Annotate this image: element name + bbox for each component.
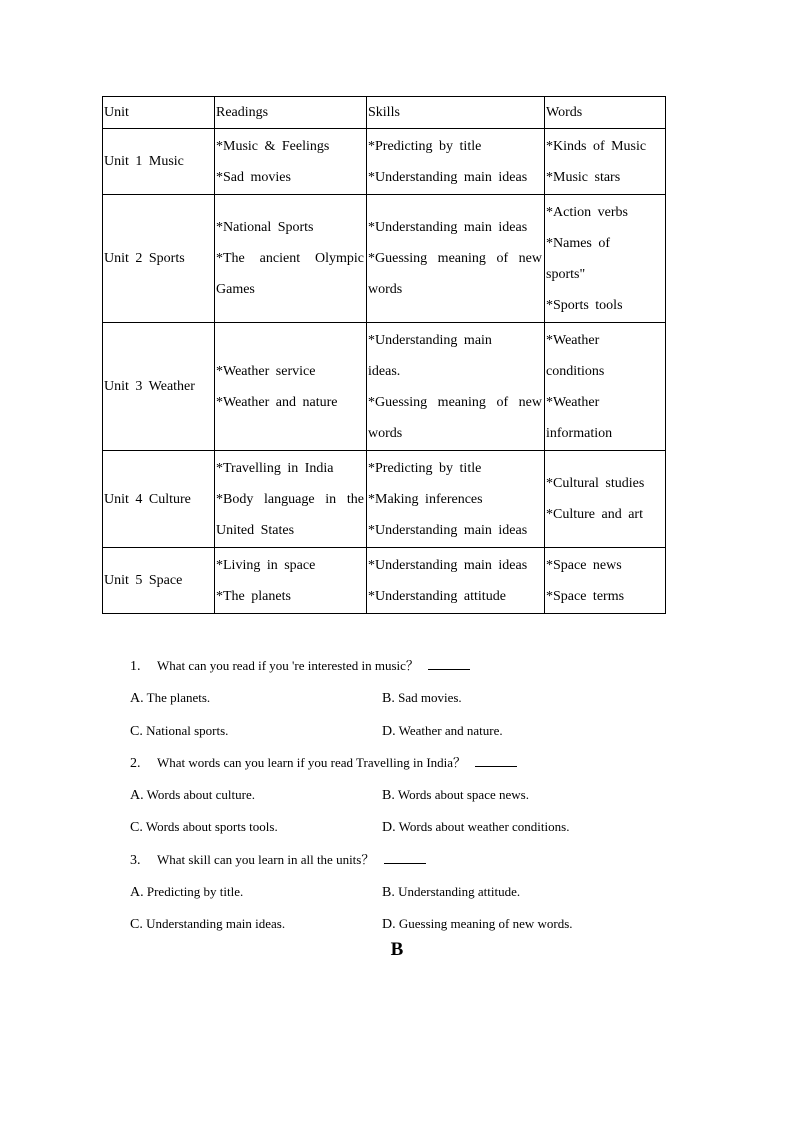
word-item: *Music stars [546, 169, 621, 185]
unit-cell [103, 451, 215, 548]
option-a[interactable] [130, 682, 382, 714]
reading-item: United States [216, 522, 295, 538]
option-letter: B. [382, 691, 395, 707]
option-a[interactable] [130, 779, 382, 811]
skill-item: *Understanding main ideas [368, 169, 528, 185]
unit-cell [103, 323, 215, 451]
question-2 [130, 747, 650, 779]
option-text: Words about sports tools. [145, 819, 278, 835]
word-item: *Culture and art [546, 507, 643, 522]
option-b[interactable] [382, 779, 634, 811]
readings-cell [215, 129, 367, 195]
skill-item: words [368, 425, 403, 441]
answer-blank[interactable] [384, 849, 426, 864]
word-item: conditions [546, 363, 605, 379]
question-1 [130, 650, 650, 682]
table-row [103, 548, 666, 614]
options-row [130, 715, 650, 747]
word-item: *Space terms [546, 588, 625, 604]
option-letter: D. [382, 917, 396, 933]
option-text: Words about space news. [397, 787, 529, 803]
word-item: *Names of [546, 235, 611, 251]
option-d[interactable] [382, 811, 634, 843]
words-cell [545, 451, 666, 548]
word-item: sports" [546, 266, 586, 282]
answer-blank[interactable] [475, 752, 517, 767]
option-text: Understanding main ideas. [146, 916, 286, 932]
word-item: *Weather [546, 332, 600, 348]
question-text: What can you read if you 're interested in music？ [157, 658, 419, 673]
option-text: Understanding attitude. [398, 884, 521, 900]
options-row [130, 908, 650, 940]
word-item: *Action verbs [546, 204, 628, 220]
header-skills: Skills [367, 97, 545, 129]
skill-item: *Guessing meaning of new [368, 394, 542, 410]
reading-item: *Body language in the [216, 491, 364, 507]
reading-item: *The planets [216, 588, 291, 604]
table-row [103, 451, 666, 548]
option-text: Sad movies. [398, 690, 462, 706]
reading-item: *Music & Feelings [216, 138, 330, 154]
reading-item: *Travelling in India [216, 460, 334, 476]
question-text: What words can you learn if you read Travelling in India？ [157, 754, 467, 770]
reading-item: *Weather and nature [216, 394, 338, 410]
skill-item: *Understanding main [368, 332, 492, 348]
section-heading: B [390, 939, 404, 960]
unit-name: Unit 4 Culture [104, 491, 191, 507]
skills-cell [367, 548, 545, 614]
skill-item: *Predicting by title [368, 138, 482, 154]
skill-item: *Predicting by title [368, 460, 482, 476]
skill-item: *Understanding main ideas [368, 557, 528, 573]
option-d[interactable] [382, 715, 634, 747]
skill-item: words [368, 282, 403, 297]
unit-name: Unit 2 Sports [104, 251, 185, 266]
option-b[interactable] [382, 876, 634, 908]
option-text: Words about culture. [146, 787, 255, 803]
question-text: What skill can you learn in all the units？ [157, 851, 375, 867]
words-cell [545, 323, 666, 451]
readings-cell [215, 548, 367, 614]
reading-item: *Living in space [216, 557, 316, 573]
options-row [130, 811, 650, 843]
reading-item: Games [216, 282, 255, 297]
word-item: information [546, 425, 613, 441]
option-text: Predicting by title. [146, 884, 244, 900]
word-item: *Sports tools [546, 297, 623, 313]
option-letter: C. [130, 820, 143, 836]
option-letter: D. [382, 820, 396, 836]
skill-item: *Understanding main ideas [368, 220, 528, 235]
table-row [103, 129, 666, 195]
option-b[interactable] [382, 682, 634, 714]
unit-cell [103, 195, 215, 323]
option-letter: B. [382, 885, 395, 901]
table-row [103, 195, 666, 323]
questions-section [130, 650, 650, 941]
reading-item: *The ancient Olympic [216, 251, 364, 266]
option-text: The planets. [146, 690, 211, 706]
words-cell [545, 195, 666, 323]
unit-name: Unit 5 Space [104, 573, 183, 588]
option-letter: B. [382, 788, 395, 804]
option-letter: D. [382, 723, 396, 739]
header-readings: Readings [215, 97, 367, 129]
option-text: National sports. [146, 722, 229, 738]
option-letter: A. [130, 885, 144, 901]
skill-item: ideas. [368, 363, 401, 379]
words-cell [545, 129, 666, 195]
option-letter: C. [130, 723, 143, 739]
table-row [103, 323, 666, 451]
question-number: 3. [130, 852, 141, 868]
unit-cell [103, 548, 215, 614]
option-c[interactable] [130, 908, 382, 940]
option-text: Words about weather conditions. [398, 819, 570, 835]
option-letter: A. [130, 691, 144, 707]
skills-cell [367, 323, 545, 451]
header-unit: Unit [103, 97, 215, 129]
word-item: *Space news [546, 557, 622, 573]
skill-item: *Guessing meaning of new [368, 251, 542, 266]
option-text: Guessing meaning of new words. [398, 916, 573, 932]
units-table [102, 96, 666, 614]
option-letter: C. [130, 917, 143, 933]
option-text: Weather and nature. [398, 722, 503, 738]
answer-blank[interactable] [428, 655, 470, 670]
question-number: 2. [130, 755, 141, 771]
option-letter: A. [130, 788, 144, 804]
word-item: *Weather [546, 394, 600, 410]
option-a[interactable] [130, 876, 382, 908]
readings-cell [215, 195, 367, 323]
reading-item: *Weather service [216, 363, 316, 379]
question-3 [130, 844, 650, 876]
options-row [130, 876, 650, 908]
readings-cell [215, 323, 367, 451]
options-row [130, 779, 650, 811]
options-row [130, 682, 650, 714]
unit-name: Unit 3 Weather [104, 379, 195, 394]
header-words: Words [545, 97, 666, 129]
word-item: *Cultural studies [546, 476, 645, 491]
skills-cell [367, 129, 545, 195]
option-c[interactable] [130, 811, 382, 843]
reading-item: *Sad movies [216, 169, 291, 185]
word-item: *Kinds of Music [546, 138, 647, 154]
skills-cell [367, 195, 545, 323]
skills-cell [367, 451, 545, 548]
table-header-row [103, 97, 666, 129]
question-number: 1. [130, 659, 141, 674]
skill-item: *Understanding main ideas [368, 522, 528, 538]
unit-name: Unit 1 Music [104, 154, 184, 169]
option-d[interactable] [382, 908, 634, 940]
reading-item: *National Sports [216, 220, 314, 235]
unit-cell [103, 129, 215, 195]
skill-item: *Making inferences [368, 491, 483, 507]
words-cell [545, 548, 666, 614]
skill-item: *Understanding attitude [368, 588, 506, 604]
option-c[interactable] [130, 715, 382, 747]
readings-cell [215, 451, 367, 548]
